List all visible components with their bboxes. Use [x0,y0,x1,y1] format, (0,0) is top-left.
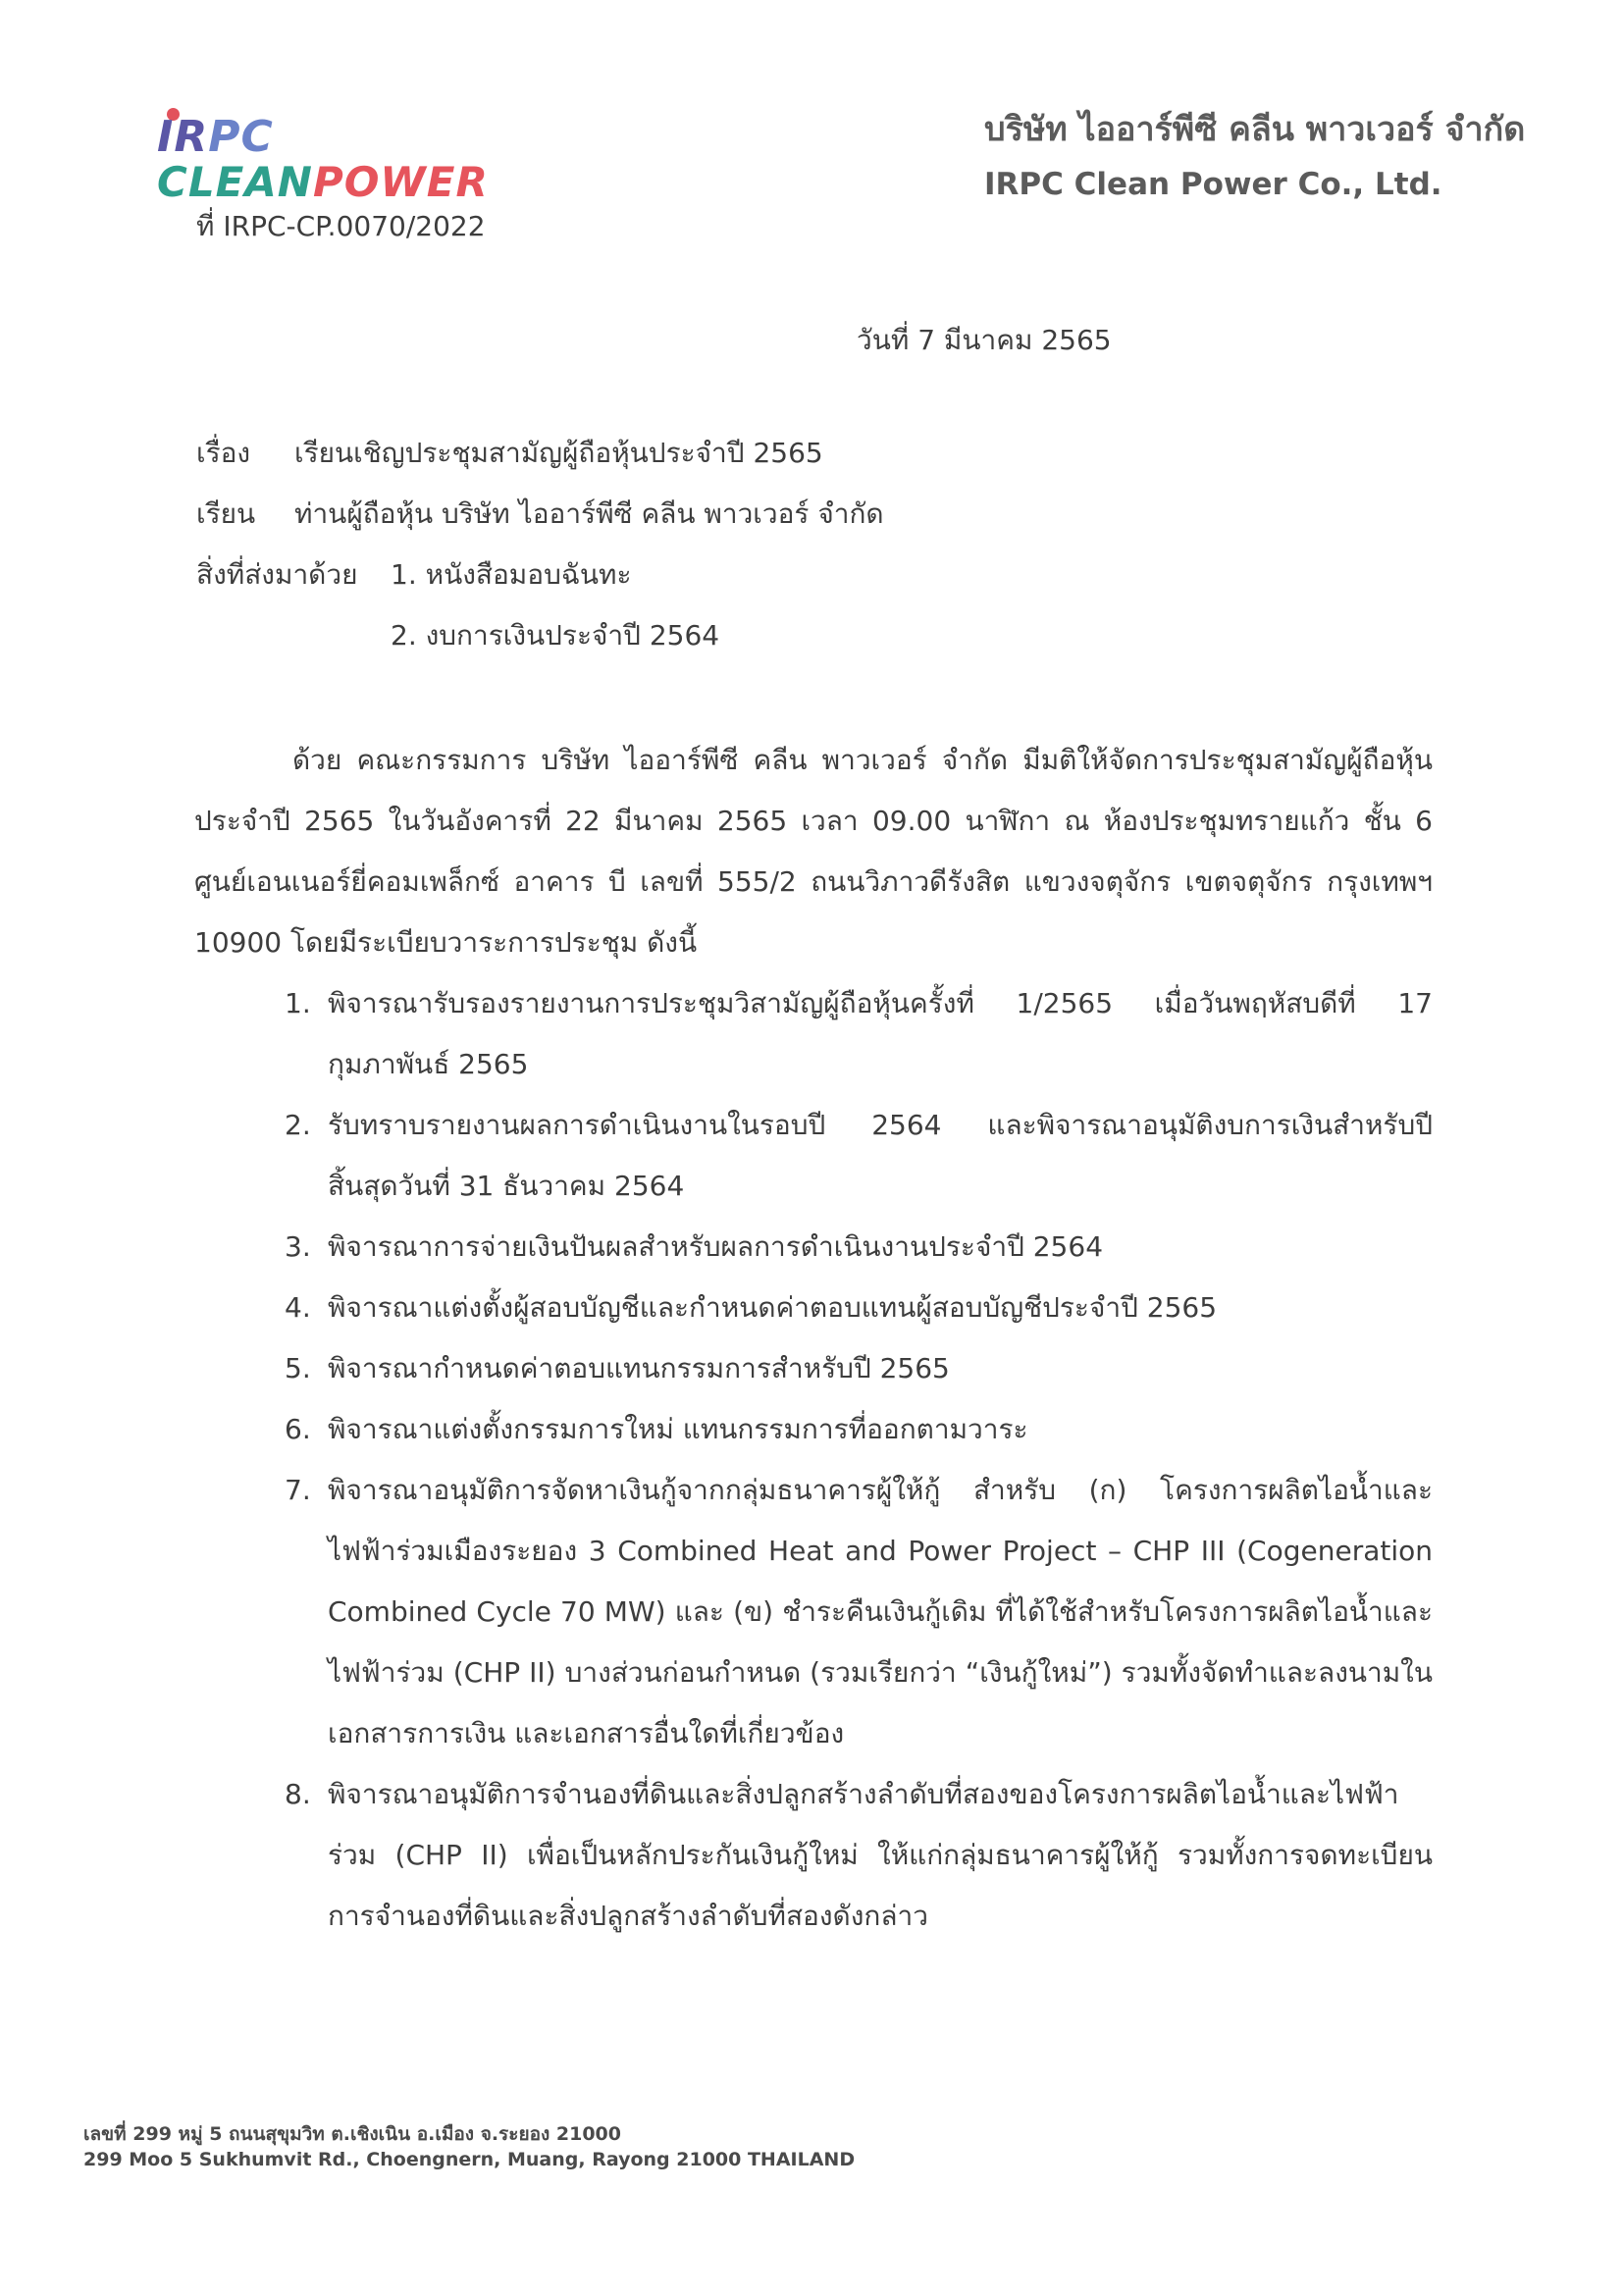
agenda-line: ไฟฟ้าร่วมเมืองระยอง 3 Combined Heat and Power Project – CHP III (Cogeneration [328,1535,1433,1567]
agenda-list [285,973,1433,1947]
agenda-number: 8. [285,1778,311,1810]
agenda-line: พิจารณาแต่งตั้งกรรมการใหม่ แทนกรรมการที่ออกตามวาระ [328,1413,1028,1445]
agenda-number: 2. [285,1109,311,1141]
intro-paragraph [194,730,1433,973]
agenda-item [285,1399,1433,1460]
enclosures-label: สิ่งที่ส่งมาด้วย [196,558,358,591]
agenda-number: 7. [285,1474,311,1506]
agenda-line: พิจารณาแต่งตั้งผู้สอบบัญชีและกำหนดค่าตอบแทนผู้สอบบัญชีประจำปี 2565 [328,1291,1218,1324]
logo-irpc: IRPC [157,112,274,162]
reference-number: ที่ IRPC-CP.0070/2022 [196,210,486,242]
agenda-number: 4. [285,1291,311,1324]
paragraph-line: 10900 โดยมีระเบียบวาระการประชุม ดังนี้ [194,926,698,959]
to-value: ท่านผู้ถือหุ้น บริษัท ไออาร์พีซี คลีน พาวเวอร์ จำกัด [294,497,884,530]
agenda-line: Combined Cycle 70 MW) และ (ข) ชำระคืนเงินกู้เดิม ที่ได้ใช้สำหรับโครงการผลิตไอน้ำและ [328,1595,1433,1628]
agenda-number: 3. [285,1230,311,1263]
company-name-english: IRPC Clean Power Co., Ltd. [984,167,1442,202]
enclosure-item: 1. หนังสือมอบฉันทะ [391,558,632,591]
letter-date: วันที่ 7 มีนาคม 2565 [857,324,1112,356]
subject-value: เรียนเชิญประชุมสามัญผู้ถือหุ้นประจำปี 2565 [294,437,823,469]
footer-address-english: 299 Moo 5 Sukhumvit Rd., Choengnern, Muang, Rayong 21000 THAILAND [83,2149,856,2170]
agenda-item [285,1338,1433,1399]
agenda-line: รับทราบรายงานผลการดำเนินงานในรอบปี 2564 และพิจารณาอนุมัติงบการเงินสำหรับปี [328,1109,1433,1141]
agenda-line: พิจารณาการจ่ายเงินปันผลสำหรับผลการดำเนินงานประจำปี 2564 [328,1230,1104,1263]
agenda-line: พิจารณารับรองรายงานการประชุมวิสามัญผู้ถือหุ้นครั้งที่ 1/2565 เมื่อวันพฤหัสบดีที่ 17 [328,987,1433,1019]
agenda-number: 1. [285,987,311,1019]
agenda-item [285,1764,1433,1947]
to-label: เรียน [196,497,256,530]
subject-label: เรื่อง [196,437,251,469]
agenda-item [285,1460,1433,1764]
agenda-line: พิจารณากำหนดค่าตอบแทนกรรมการสำหรับปี 2565 [328,1352,950,1384]
agenda-number: 6. [285,1413,311,1445]
agenda-item [285,1278,1433,1338]
agenda-line: พิจารณาอนุมัติการจำนองที่ดินและสิ่งปลูกสร้างลำดับที่สองของโครงการผลิตไอน้ำและไฟฟ้า [328,1778,1399,1810]
enclosure-item: 2. งบการเงินประจำปี 2564 [391,619,720,652]
agenda-item [285,1095,1433,1217]
agenda-line: ไฟฟ้าร่วม (CHP II) บางส่วนก่อนกำหนด (รวมเรียกว่า “เงินกู้ใหม่”) รวมทั้งจัดทำและลงนามใน [328,1656,1433,1689]
agenda-line: กุมภาพันธ์ 2565 [328,1048,529,1080]
agenda-item [285,1217,1433,1278]
agenda-line: สิ้นสุดวันที่ 31 ธันวาคม 2564 [328,1170,685,1202]
paragraph-line: ประจำปี 2565 ในวันอังคารที่ 22 มีนาคม 2565 เวลา 09.00 นาฬิกา ณ ห้องประชุมทรายแก้ว ชั้น 6 [194,805,1433,837]
agenda-line: การจำนองที่ดินและสิ่งปลูกสร้างลำดับที่สองดังกล่าว [328,1900,928,1932]
agenda-line: พิจารณาอนุมัติการจัดหาเงินกู้จากกลุ่มธนาคารผู้ให้กู้ สำหรับ (ก) โครงการผลิตไอน้ำและ [328,1474,1433,1506]
agenda-item [285,973,1433,1095]
footer-address-thai: เลขที่ 299 หมู่ 5 ถนนสุขุมวิท ต.เชิงเนิน อ.เมือง จ.ระยอง 21000 [83,2123,621,2145]
agenda-line: ร่วม (CHP II) เพื่อเป็นหลักประกันเงินกู้ใหม่ ให้แก่กลุ่มธนาคารผู้ให้กู้ รวมทั้งการจดทะเบียน [328,1839,1433,1871]
logo-clean-power: CLEANPOWER [157,158,489,206]
company-name-thai: บริษัท ไออาร์พีซี คลีน พาวเวอร์ จำกัด [984,110,1526,149]
paragraph-line: ศูนย์เอนเนอร์ยี่คอมเพล็กซ์ อาคาร บี เลขที่ 555/2 ถนนวิภาวดีรังสิต แขวงจตุจักร เขตจตุจักร กรุงเทพฯ [194,865,1433,898]
agenda-number: 5. [285,1352,311,1384]
paragraph-line: ด้วย คณะกรรมการ บริษัท ไออาร์พีซี คลีน พาวเวอร์ จำกัด มีมติให้จัดการประชุมสามัญผู้ถือหุ้น [292,744,1433,776]
agenda-line: เอกสารการเงิน และเอกสารอื่นใดที่เกี่ยวข้อง [328,1717,845,1749]
